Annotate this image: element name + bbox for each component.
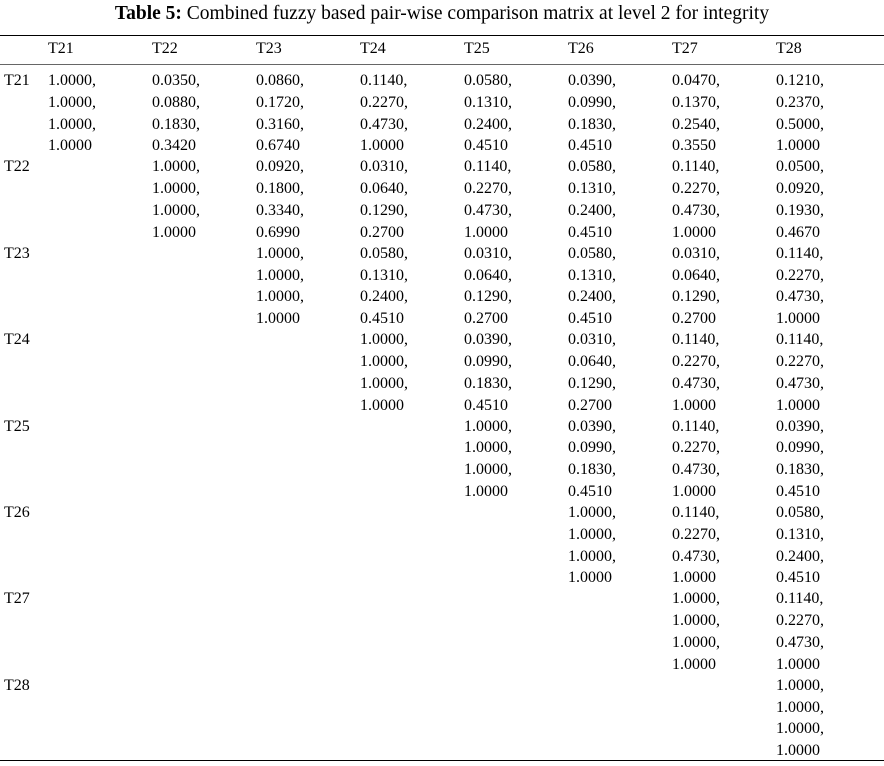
column-header-t26: T26 bbox=[568, 40, 594, 57]
cell-t22-t24 bbox=[360, 156, 408, 243]
column-header-t28: T28 bbox=[776, 40, 802, 57]
cell-value: 0.4510 bbox=[568, 223, 612, 241]
cell-value: 0.0390, bbox=[776, 417, 824, 435]
table-caption-text: Combined fuzzy based pair-wise comparison matrix at level 2 for integrity bbox=[186, 3, 770, 24]
cell-value: 1.0000, bbox=[360, 331, 408, 349]
cell-value: 1.0000 bbox=[360, 396, 404, 414]
cell-value: 1.0000, bbox=[672, 633, 720, 651]
cell-value: 1.0000, bbox=[568, 547, 616, 565]
cell-value: 0.2270, bbox=[360, 93, 408, 111]
cell-t23-t25 bbox=[464, 243, 512, 330]
cell-t25-t28 bbox=[776, 416, 824, 503]
cell-value: 0.4730, bbox=[672, 201, 720, 219]
cell-value: 1.0000, bbox=[464, 439, 512, 457]
cell-value: 0.3340, bbox=[256, 201, 304, 219]
cell-value: 0.1720, bbox=[256, 93, 304, 111]
column-header-t24: T24 bbox=[360, 40, 386, 57]
cell-t26-t26 bbox=[568, 502, 616, 589]
cell-value: 0.1290, bbox=[360, 201, 408, 219]
cell-value: 0.2400, bbox=[464, 115, 512, 133]
cell-value: 0.0640, bbox=[672, 266, 720, 284]
table-header-rule bbox=[0, 64, 884, 65]
cell-value: 0.4510 bbox=[360, 310, 404, 328]
cell-value: 1.0000, bbox=[464, 461, 512, 479]
cell-value: 0.0310, bbox=[568, 331, 616, 349]
cell-value: 1.0000 bbox=[776, 310, 820, 328]
table-top-rule bbox=[0, 35, 884, 36]
cell-value: 0.0860, bbox=[256, 72, 304, 89]
cell-value: 0.2270, bbox=[672, 439, 720, 457]
cell-value: 0.1140, bbox=[776, 244, 824, 262]
cell-t26-t27 bbox=[672, 502, 720, 589]
cell-value: 0.2400, bbox=[568, 288, 616, 306]
cell-value: 1.0000, bbox=[776, 698, 824, 716]
cell-value: 0.1310, bbox=[568, 266, 616, 284]
cell-t28-t28 bbox=[776, 675, 824, 762]
cell-t22-t26 bbox=[568, 156, 616, 243]
cell-value: 1.0000, bbox=[672, 590, 720, 608]
cell-value: 0.0580, bbox=[568, 244, 616, 262]
cell-value: 0.0390, bbox=[568, 72, 616, 89]
cell-value: 0.1930, bbox=[776, 201, 824, 219]
cell-value: 1.0000 bbox=[672, 655, 716, 673]
cell-t25-t25 bbox=[464, 416, 512, 503]
cell-value: 0.2370, bbox=[776, 93, 824, 111]
cell-value: 1.0000, bbox=[360, 352, 408, 370]
cell-t24-t28 bbox=[776, 329, 824, 416]
cell-value: 0.0310, bbox=[672, 244, 720, 262]
cell-value: 0.1290, bbox=[672, 288, 720, 306]
cell-value: 0.2270, bbox=[672, 352, 720, 370]
cell-t26-t28 bbox=[776, 502, 824, 589]
cell-t21-t24 bbox=[360, 70, 408, 157]
cell-value: 1.0000, bbox=[256, 266, 304, 284]
cell-value: 0.1830, bbox=[568, 461, 616, 479]
cell-value: 0.2700 bbox=[360, 223, 404, 241]
cell-t24-t27 bbox=[672, 329, 720, 416]
cell-value: 0.0990, bbox=[568, 439, 616, 457]
cell-value: 0.2700 bbox=[568, 396, 612, 414]
cell-value: 0.0880, bbox=[152, 93, 200, 111]
cell-value: 0.0350, bbox=[152, 72, 200, 89]
cell-value: 0.0640, bbox=[464, 266, 512, 284]
cell-value: 0.2270, bbox=[672, 525, 720, 543]
cell-value: 0.1310, bbox=[360, 266, 408, 284]
cell-value: 0.2700 bbox=[464, 310, 508, 328]
cell-value: 0.1210, bbox=[776, 72, 824, 89]
cell-value: 1.0000, bbox=[256, 288, 304, 306]
cell-value: 0.2270, bbox=[672, 180, 720, 198]
column-header-t23: T23 bbox=[256, 40, 282, 57]
cell-value: 1.0000, bbox=[152, 201, 200, 219]
cell-value: 1.0000 bbox=[672, 569, 716, 587]
cell-value: 1.0000, bbox=[152, 158, 200, 176]
cell-value: 1.0000, bbox=[672, 612, 720, 630]
cell-value: 1.0000, bbox=[48, 115, 96, 133]
row-header-t24: T24 bbox=[4, 331, 30, 349]
cell-value: 1.0000, bbox=[360, 374, 408, 392]
cell-value: 0.1830, bbox=[776, 461, 824, 479]
cell-value: 0.4510 bbox=[776, 569, 820, 587]
cell-value: 1.0000, bbox=[256, 244, 304, 262]
table-caption bbox=[0, 3, 884, 25]
cell-value: 0.4510 bbox=[568, 137, 612, 155]
cell-value: 0.0310, bbox=[464, 244, 512, 262]
cell-value: 0.2270, bbox=[776, 612, 824, 630]
cell-value: 0.4730, bbox=[776, 633, 824, 651]
cell-value: 0.0580, bbox=[360, 244, 408, 262]
cell-t24-t26 bbox=[568, 329, 616, 416]
cell-t21-t23 bbox=[256, 70, 304, 157]
cell-value: 0.2270, bbox=[776, 352, 824, 370]
cell-value: 0.0640, bbox=[568, 352, 616, 370]
cell-value: 0.1140, bbox=[464, 158, 512, 176]
cell-value: 0.0580, bbox=[568, 158, 616, 176]
cell-value: 0.1290, bbox=[464, 288, 512, 306]
cell-value: 1.0000 bbox=[256, 310, 300, 328]
cell-t23-t26 bbox=[568, 243, 616, 330]
cell-value: 0.2270, bbox=[464, 180, 512, 198]
column-header-t25: T25 bbox=[464, 40, 490, 57]
cell-value: 1.0000 bbox=[672, 396, 716, 414]
cell-value: 0.4730, bbox=[672, 461, 720, 479]
cell-value: 0.0990, bbox=[776, 439, 824, 457]
cell-value: 0.0310, bbox=[360, 158, 408, 176]
cell-value: 0.4730, bbox=[360, 115, 408, 133]
cell-value: 0.0390, bbox=[464, 331, 512, 349]
cell-value: 0.4510 bbox=[568, 310, 612, 328]
cell-value: 0.0580, bbox=[464, 72, 512, 89]
cell-value: 0.0990, bbox=[464, 352, 512, 370]
cell-t23-t24 bbox=[360, 243, 408, 330]
cell-value: 1.0000 bbox=[776, 137, 820, 155]
cell-value: 1.0000 bbox=[360, 137, 404, 155]
cell-value: 1.0000, bbox=[776, 720, 824, 738]
cell-value: 0.0920, bbox=[256, 158, 304, 176]
cell-t21-t22 bbox=[152, 70, 200, 157]
cell-value: 0.5000, bbox=[776, 115, 824, 133]
cell-value: 0.2400, bbox=[776, 547, 824, 565]
cell-value: 0.1140, bbox=[360, 72, 408, 89]
cell-value: 0.1140, bbox=[672, 504, 720, 521]
cell-value: 0.0470, bbox=[672, 72, 720, 89]
cell-value: 0.4510 bbox=[464, 137, 508, 155]
cell-value: 0.2400, bbox=[360, 288, 408, 306]
cell-value: 1.0000 bbox=[152, 223, 196, 241]
cell-value: 0.3550 bbox=[672, 137, 716, 155]
cell-value: 0.3160, bbox=[256, 115, 304, 133]
cell-value: 0.1290, bbox=[568, 374, 616, 392]
cell-value: 0.4510 bbox=[464, 396, 508, 414]
column-header-t22: T22 bbox=[152, 40, 178, 57]
cell-value: 0.1140, bbox=[776, 331, 824, 349]
cell-t22-t28 bbox=[776, 156, 824, 243]
cell-value: 0.4730, bbox=[776, 374, 824, 392]
row-header-t23: T23 bbox=[4, 244, 30, 262]
cell-t21-t21 bbox=[48, 70, 96, 157]
cell-value: 0.2400, bbox=[568, 201, 616, 219]
cell-t25-t27 bbox=[672, 416, 720, 503]
cell-value: 0.1310, bbox=[776, 525, 824, 543]
cell-value: 0.1140, bbox=[672, 417, 720, 435]
cell-value: 0.0640, bbox=[360, 180, 408, 198]
cell-t22-t27 bbox=[672, 156, 720, 243]
cell-t22-t22 bbox=[152, 156, 200, 243]
cell-value: 1.0000, bbox=[776, 676, 824, 694]
cell-value: 0.1310, bbox=[464, 93, 512, 111]
cell-value: 0.1830, bbox=[152, 115, 200, 133]
cell-value: 1.0000 bbox=[776, 655, 820, 673]
cell-t27-t28 bbox=[776, 588, 824, 675]
row-header-t25: T25 bbox=[4, 417, 30, 435]
cell-value: 0.1140, bbox=[776, 590, 824, 608]
cell-value: 0.4510 bbox=[776, 482, 820, 500]
cell-value: 0.1140, bbox=[672, 331, 720, 349]
cell-t24-t25 bbox=[464, 329, 512, 416]
cell-value: 0.4510 bbox=[568, 482, 612, 500]
cell-value: 0.3420 bbox=[152, 137, 196, 155]
cell-t21-t26 bbox=[568, 70, 616, 157]
cell-value: 1.0000 bbox=[776, 396, 820, 414]
cell-t24-t24 bbox=[360, 329, 408, 416]
cell-value: 0.1370, bbox=[672, 93, 720, 111]
cell-t21-t28 bbox=[776, 70, 824, 157]
cell-value: 0.0990, bbox=[568, 93, 616, 111]
cell-value: 0.1140, bbox=[672, 158, 720, 176]
cell-value: 1.0000, bbox=[464, 417, 512, 435]
cell-value: 1.0000 bbox=[776, 742, 820, 760]
cell-value: 0.1830, bbox=[464, 374, 512, 392]
cell-t21-t25 bbox=[464, 70, 512, 157]
cell-value: 1.0000, bbox=[568, 525, 616, 543]
cell-t21-t27 bbox=[672, 70, 720, 157]
cell-value: 0.1830, bbox=[568, 115, 616, 133]
cell-value: 1.0000, bbox=[152, 180, 200, 198]
cell-value: 0.1800, bbox=[256, 180, 304, 198]
cell-value: 1.0000, bbox=[48, 72, 96, 89]
cell-t23-t28 bbox=[776, 243, 824, 330]
cell-value: 1.0000 bbox=[672, 223, 716, 241]
cell-value: 1.0000 bbox=[464, 482, 508, 500]
cell-value: 1.0000 bbox=[672, 482, 716, 500]
cell-t23-t23 bbox=[256, 243, 304, 330]
cell-value: 0.6740 bbox=[256, 137, 300, 155]
cell-value: 0.4730, bbox=[672, 374, 720, 392]
cell-value: 0.2540, bbox=[672, 115, 720, 133]
cell-value: 0.2700 bbox=[672, 310, 716, 328]
cell-t22-t25 bbox=[464, 156, 512, 243]
cell-value: 1.0000, bbox=[568, 504, 616, 521]
row-header-t27: T27 bbox=[4, 590, 30, 608]
row-header-t22: T22 bbox=[4, 158, 30, 176]
cell-value: 0.0580, bbox=[776, 504, 824, 521]
cell-value: 1.0000, bbox=[48, 93, 96, 111]
cell-t25-t26 bbox=[568, 416, 616, 503]
row-header-t28: T28 bbox=[4, 676, 30, 694]
row-header-t26: T26 bbox=[4, 504, 30, 521]
column-header-t27: T27 bbox=[672, 40, 698, 57]
cell-value: 0.0500, bbox=[776, 158, 824, 176]
cell-value: 0.0920, bbox=[776, 180, 824, 198]
cell-value: 1.0000 bbox=[464, 223, 508, 241]
cell-t22-t23 bbox=[256, 156, 304, 243]
cell-value: 0.4730, bbox=[464, 201, 512, 219]
cell-value: 0.1310, bbox=[568, 180, 616, 198]
cell-t23-t27 bbox=[672, 243, 720, 330]
cell-value: 1.0000 bbox=[48, 137, 92, 155]
cell-value: 0.4730, bbox=[672, 547, 720, 565]
cell-value: 0.4670 bbox=[776, 223, 820, 241]
column-header-t21: T21 bbox=[48, 40, 74, 57]
cell-value: 0.2270, bbox=[776, 266, 824, 284]
cell-value: 0.6990 bbox=[256, 223, 300, 241]
cell-value: 0.0390, bbox=[568, 417, 616, 435]
table-bottom-rule bbox=[0, 760, 884, 761]
cell-value: 1.0000 bbox=[568, 569, 612, 587]
table-caption-label: Table 5: bbox=[114, 3, 182, 24]
cell-t27-t27 bbox=[672, 588, 720, 675]
row-header-t21: T21 bbox=[4, 72, 30, 89]
cell-value: 0.4730, bbox=[776, 288, 824, 306]
